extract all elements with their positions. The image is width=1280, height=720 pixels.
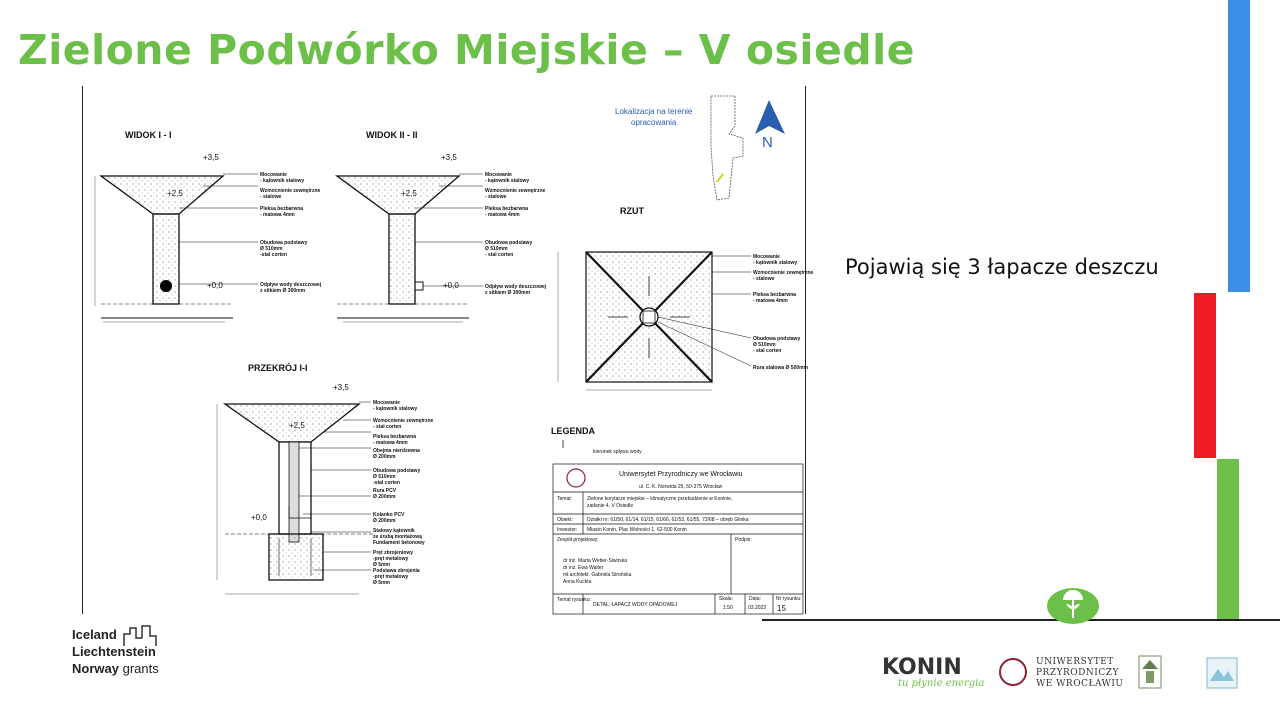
konin-tagline: tu płynie energia <box>898 678 985 689</box>
section-label: -pręt metalowy <box>373 574 409 580</box>
section-level-top: +3,5 <box>333 383 349 392</box>
section-label: Kolanko PCV <box>373 512 405 518</box>
view2-label: - stal corten <box>485 252 514 258</box>
grants-country: Iceland <box>72 627 117 642</box>
plan-label: Wzmocnienie zewnętrzne <box>753 270 814 276</box>
tb-team-member: dr inż. Ewa Walter <box>563 565 604 571</box>
view1-label: Mocowanie <box>260 172 287 178</box>
tb-team-member: dr inż. Marta Weber-Siwirska <box>563 558 628 564</box>
tb-inwestor-label: Inwestor: <box>557 527 578 533</box>
section-label: Ø 510mm <box>373 474 396 480</box>
section-title: PRZEKRÓJ I-I <box>248 363 308 373</box>
tb-nr-label: Nr rysunku: <box>776 596 802 602</box>
partner-logo-icon <box>1206 657 1238 689</box>
section-label: Mocowanie <box>373 400 400 406</box>
legend-title: LEGENDA <box>551 426 596 436</box>
section-level-ground: +0,0 <box>251 513 267 522</box>
upwr-line: PRZYRODNICZY <box>1036 668 1119 678</box>
plan-label: Pleksa bezbarwna <box>753 292 797 298</box>
drawing-canvas <box>83 86 814 614</box>
section-label: Ø 200mm <box>373 454 396 460</box>
location-label: Lokalizacja na terenie <box>615 107 693 116</box>
accent-bar-blue <box>1228 0 1250 292</box>
north-label: N <box>762 134 773 151</box>
view1-label: Odpływ wody deszczowej <box>260 282 322 288</box>
section-label: Ø 200mm <box>373 494 396 500</box>
view1-level-ground: +0,0 <box>207 281 223 290</box>
tb-data-label: Data: <box>749 596 761 602</box>
technical-drawing <box>82 86 814 614</box>
plan-label: - stalowe <box>753 276 775 282</box>
section-view <box>225 404 359 580</box>
grants-country: Norway <box>72 661 119 676</box>
section-label: Fundament betonowy <box>373 540 425 546</box>
accent-bar-red <box>1194 293 1216 458</box>
section-label: ze śrubą montażową <box>373 534 422 540</box>
view2-label: Pleksa bezbarwna <box>485 206 529 212</box>
grants-suffix: grants <box>122 661 159 676</box>
upwr-line: WE WROCŁAWIU <box>1036 679 1124 689</box>
tb-rysunek-label: Temat rysunku: <box>557 597 591 603</box>
plan-label: - matowa 4mm <box>753 298 788 304</box>
upwr-logo-text <box>1036 657 1124 690</box>
view1-label: - matowa 4mm <box>260 212 295 218</box>
upwr-line: UNIWERSYTET <box>1036 657 1114 667</box>
view2-label: Wzmocnienie zewnętrzne <box>485 188 546 194</box>
tb-team-member: mł.architekt. Gabriela Strońska <box>563 572 632 578</box>
tb-university: Uniwersytet Przyrodniczy we Wrocławiu <box>619 471 743 478</box>
plan-view <box>586 252 712 382</box>
view1-level-top: +3,5 <box>203 153 219 162</box>
view1-label: Ø 510mm <box>260 246 283 252</box>
section-label: Wzmocnienie zewnętrzne <box>373 418 434 424</box>
north-arrow-icon <box>755 100 785 134</box>
view2-label: z sitkiem Ø 300mm <box>485 290 531 296</box>
section-label: Pleksa bezbarwna <box>373 434 417 440</box>
view1-label: - stalowe <box>260 194 282 200</box>
view2-label: Obudowa podstawy <box>485 240 533 246</box>
view2-label: Odpływ wody deszczowej <box>485 284 547 290</box>
plan-label: - stal corten <box>753 348 782 354</box>
section-label: -stal corten <box>373 480 400 486</box>
view2-label: - matowa 4mm <box>485 212 520 218</box>
section-label: Pręt zbrojeniowy <box>373 550 414 556</box>
view1-level-mid: +2,5 <box>167 189 183 198</box>
tb-temat: Zielone korytarze miejskie – klimatyczne przebudzenie w Koninie, <box>587 496 733 502</box>
tb-obiekt-label: Obiekt: <box>557 517 573 523</box>
eco-leaf-icon <box>1046 580 1100 624</box>
tb-temat-label: Temat: <box>557 496 573 502</box>
tb-inwestor: Miasto Konin, Plac Wolności 1, 62-500 Konin <box>587 527 687 533</box>
section-label: - kątownik stalowy <box>373 406 418 412</box>
plan-label: Rura stalowa Ø 500mm <box>753 365 809 371</box>
grants-country: Liechtenstein <box>72 644 156 659</box>
section-label: Ø 200mm <box>373 518 396 524</box>
view2-title: WIDOK II - II <box>366 130 418 140</box>
tb-skala-label: Skala: <box>719 596 733 602</box>
section-label: Ø 5mm <box>373 562 390 568</box>
section-label: -pręt metalowy <box>373 556 409 562</box>
view1-label: Obudowa podstawy <box>260 240 308 246</box>
section-label: Obejma nierdzewna <box>373 448 420 454</box>
grants-mark-icon <box>122 624 158 648</box>
accent-bar-green <box>1217 459 1239 620</box>
tb-address: ul. C. K. Norwida 25, 50-375 Wrocław <box>639 484 723 490</box>
upwr-seal-icon <box>567 469 585 487</box>
tb-zespol-label: Zespół projektowy: <box>557 537 599 543</box>
view1-title: WIDOK I - I <box>125 130 172 140</box>
tb-rysunek: DETAL: ŁAPACZ WODY OPADOWEJ <box>593 602 678 608</box>
tb-obiekt: Działki nr: 61/50, 61/14, 61/15, 61/66, 61/53, 61/55, 72/68 – obręb Glinka <box>587 517 749 523</box>
view1-outlet <box>160 280 172 292</box>
section-label: - matowa 4mm <box>373 440 408 446</box>
plan-label: - kątownik stalowy <box>753 260 798 266</box>
tb-nr: 15 <box>777 604 786 613</box>
plan-title: RZUT <box>620 206 644 216</box>
plan-label: Obudowa podstawy <box>753 336 801 342</box>
view2-base <box>389 214 415 304</box>
section-label: - stal corten <box>373 424 402 430</box>
legend-item: kierunek spływu wody <box>593 449 642 455</box>
tb-team-member: Anna Kuckta <box>563 579 592 585</box>
view2-label: - stalowe <box>485 194 507 200</box>
slide-title: Zielone Podwórko Miejskie – V osiedle <box>18 26 915 74</box>
section-label: Obudowa podstawy <box>373 468 421 474</box>
view1-label: - kątownik stalowy <box>260 178 305 184</box>
view2-funnel <box>337 176 459 304</box>
view2-label: Mocowanie <box>485 172 512 178</box>
upwr-seal-icon <box>999 658 1027 686</box>
view1-label: -stal corten <box>260 252 287 258</box>
konin-logo: KONIN <box>882 655 962 680</box>
tb-data: 03.2023 <box>748 605 767 611</box>
plan-label: Ø 510mm <box>753 342 776 348</box>
partner-logo-icon <box>1138 655 1162 689</box>
section-label: Rura PCV <box>373 488 397 494</box>
view1-label: Pleksa bezbarwna <box>260 206 304 212</box>
tb-skala: 1:50 <box>723 605 733 611</box>
section-label: Podstawa zbrojenia <box>373 568 420 574</box>
side-note: Pojawią się 3 łapacze deszczu <box>845 255 1159 279</box>
view2-level-mid: +2,5 <box>401 189 417 198</box>
tb-podpis-label: Podpis: <box>735 537 752 543</box>
view2-level-ground: +0,0 <box>443 281 459 290</box>
section-label: Ø 5mm <box>373 580 390 586</box>
view2-level-top: +3,5 <box>441 153 457 162</box>
location-map-outline <box>711 96 743 200</box>
plan-label: Mocowanie <box>753 254 780 260</box>
tb-temat2: zadanie 4. V Osiedle <box>587 503 634 509</box>
section-label: Stalowy kątownik <box>373 528 415 534</box>
view2-label: - kątownik stalowy <box>485 178 530 184</box>
view1-label: Wzmocnienie zewnętrzne <box>260 188 321 194</box>
footer-divider-line <box>762 619 1280 621</box>
location-label: opracowania <box>631 118 677 127</box>
view2-label: Ø 510mm <box>485 246 508 252</box>
view1-label: z sitkiem Ø 300mm <box>260 288 306 294</box>
section-level-mid: +2,5 <box>289 421 305 430</box>
